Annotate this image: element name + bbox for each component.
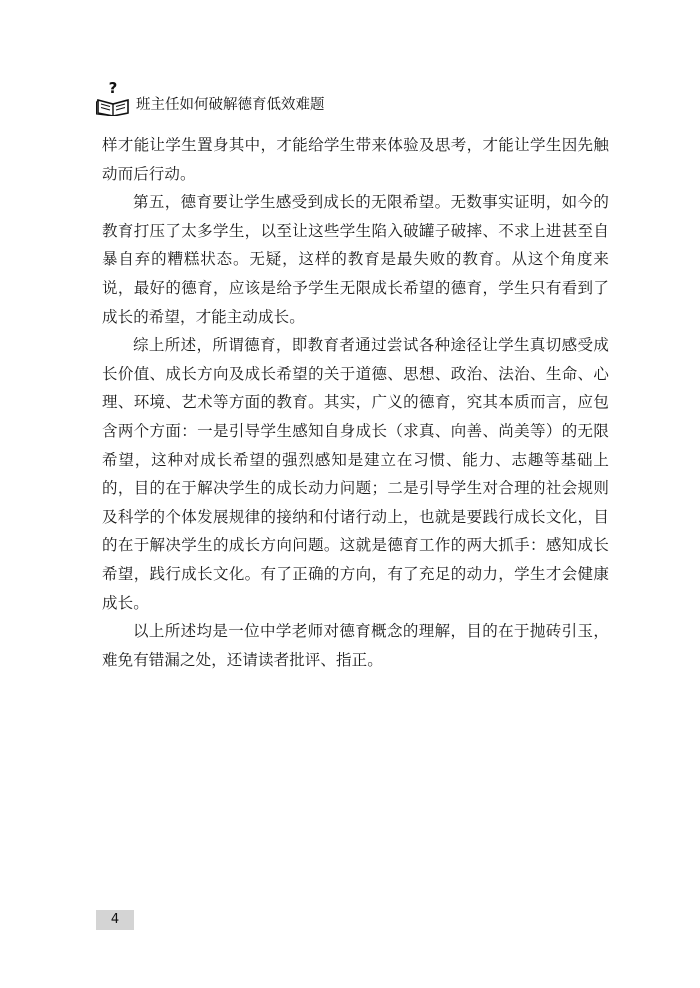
svg-text:?: ? [108,80,118,97]
body-text [102,131,609,674]
paragraph-summary: 综上所述，所谓德育，即教育者通过尝试各种途径让学生真切感受成长价值、成长方向及成长希望的关于道德、思想、政治、法治、生命、心理、环境、艺术等方面的教育。其实，广义的德育，究其本质而言，应包含两个方面：一是引导学生感知自身成长（求真、向善、尚美等）的无限希望，这种对成长希望的强烈感知是建立在习惯、能力、志趣等基础上的，目的在于解决学生的成长动力问题；二是引导学生对合理的社会规则及科学的个体发展规律的接纳和付诸行动上，也就是要践行成长文化，目的在于解决学生的成长方向问题。这就是德育工作的两大抓手：感知成长希望，践行成长文化。有了正确的方向，有了充足的动力，学生才会健康成长。 [102,336,609,612]
running-header [96,80,325,116]
paragraph-continuation: 样才能让学生置身其中，才能给学生带来体验及思考，才能让学生因先触动而后行动。 [102,136,609,183]
running-header-title: 班主任如何破解德育低效难题 [136,97,325,113]
paragraph-fifth-point: 第五，德育要让学生感受到成长的无限希望。无数事实证明，如今的教育打压了太多学生，以至让这些学生陷入破罐子破摔、不求上进甚至自暴自弃的糟糕状态。无疑，这样的教育是最失败的教育。从这个角度来说，最好的德育，应该是给予学生无限成长希望的德育，学生只有看到了成长的希望，才能主动成长。 [102,193,609,326]
page-number: 4 [96,910,134,930]
book-question-icon [96,80,130,116]
paragraph-closing: 以上所述均是一位中学老师对德育概念的理解，目的在于抛砖引玉，难免有错漏之处，还请读者批评、指正。 [102,622,609,669]
